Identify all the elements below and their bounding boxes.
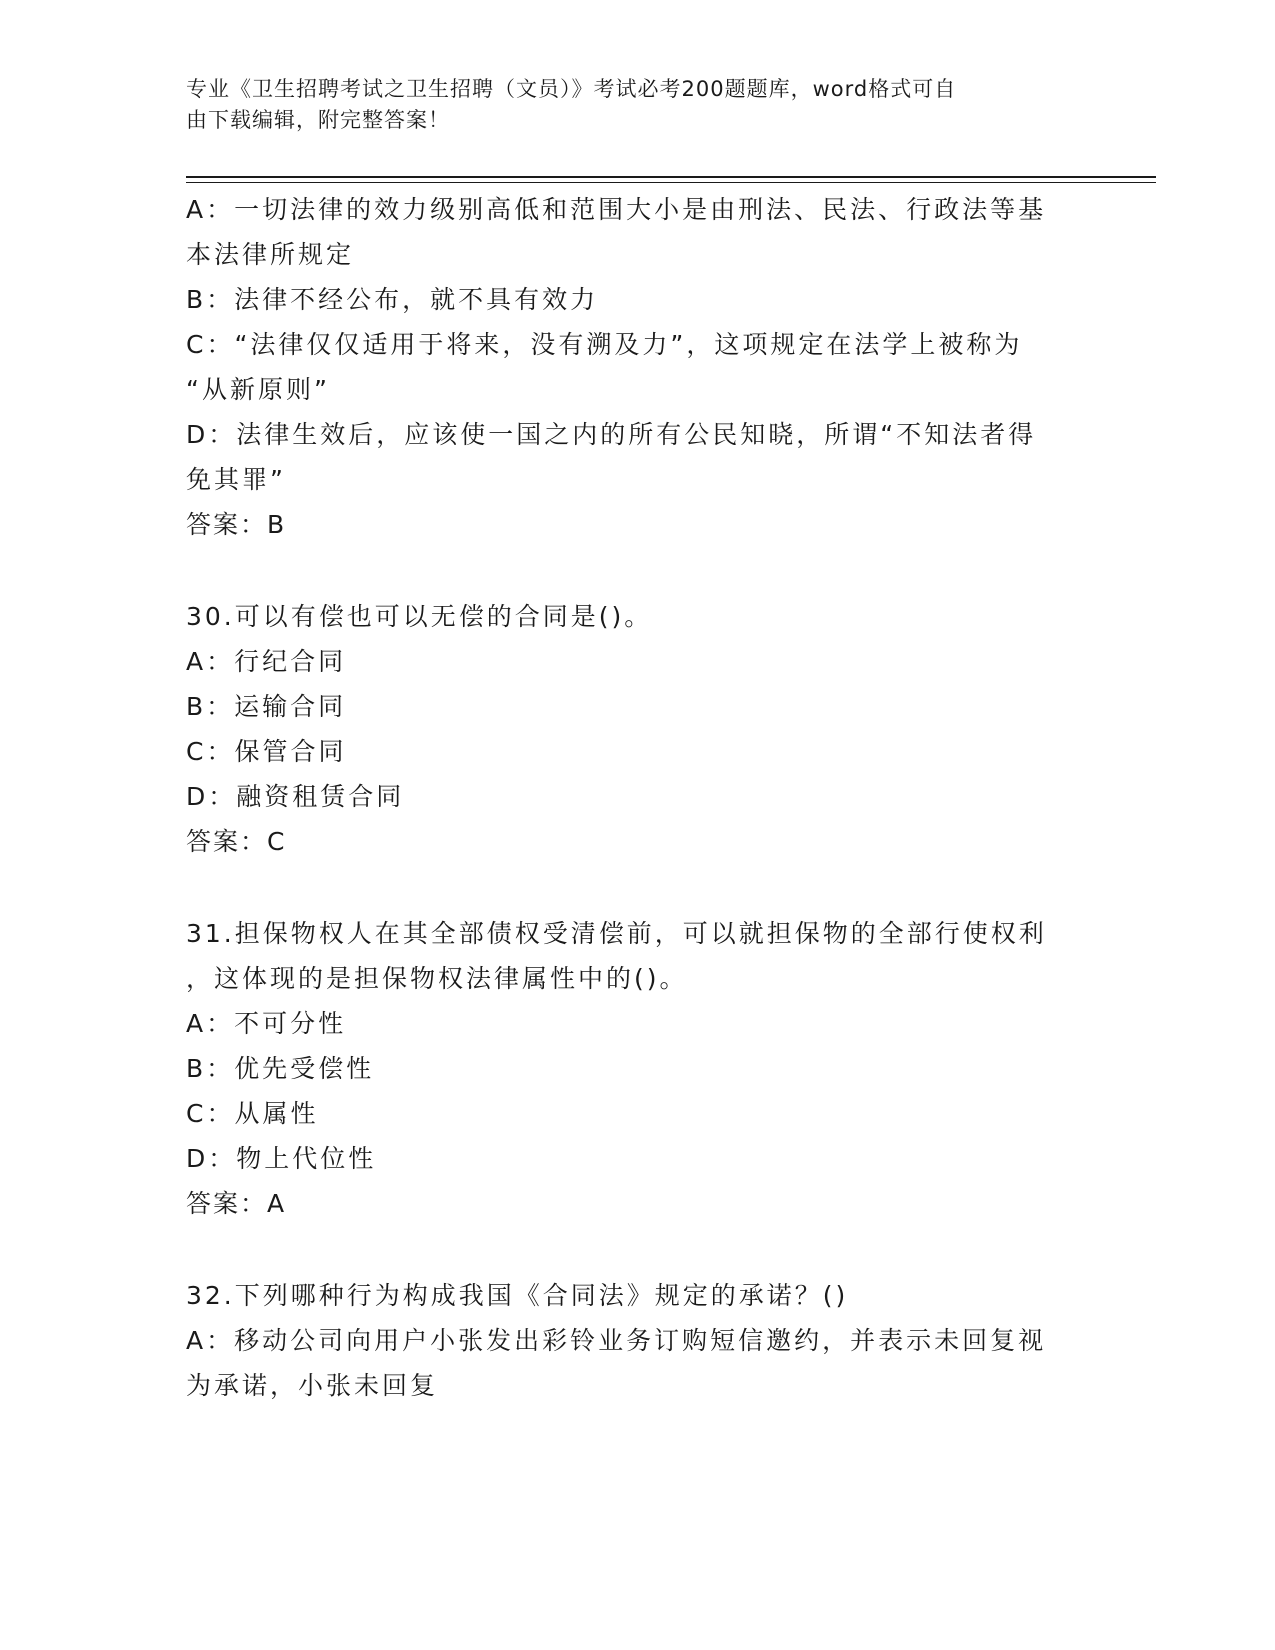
question-stem: 31.担保物权人在其全部债权受清偿前，可以就担保物的全部行使权利 <box>186 919 1047 948</box>
question-29 <box>186 187 1076 547</box>
option-d: D：融资租赁合同 <box>186 782 405 811</box>
answer: 答案：C <box>186 827 287 856</box>
option-c: C：“法律仅仅适用于将来，没有溯及力”，这项规定在法学上被称为 <box>186 330 1023 359</box>
option-c: C：从属性 <box>186 1099 319 1128</box>
question-stem-continued: ，这体现的是担保物权法律属性中的()。 <box>186 964 688 993</box>
answer: 答案：A <box>186 1189 287 1218</box>
option-a: A：移动公司向用户小张发出彩铃业务订购短信邀约，并表示未回复视 <box>186 1326 1047 1355</box>
option-d: D：法律生效后，应该使一国之内的所有公民知晓，所谓“不知法者得 <box>186 420 1037 449</box>
spacer <box>186 547 1076 594</box>
option-a-continued: 为承诺，小张未回复 <box>186 1371 439 1400</box>
header-line: 由下载编辑，附完整答案！ <box>186 108 450 132</box>
question-stem: 30.可以有偿也可以无偿的合同是()。 <box>186 602 653 631</box>
option-a: A：一切法律的效力级别高低和范围大小是由刑法、民法、行政法等基 <box>186 195 1047 224</box>
header-rule-thick <box>186 176 1156 178</box>
question-31 <box>186 911 1076 1226</box>
option-b: B：优先受偿性 <box>186 1054 375 1083</box>
document-header <box>186 74 1066 136</box>
option-b: B：运输合同 <box>186 692 347 721</box>
option-a: A：行纪合同 <box>186 647 347 676</box>
header-rule-thin <box>186 182 1156 183</box>
option-c: C：保管合同 <box>186 737 347 766</box>
answer: 答案：B <box>186 510 287 539</box>
option-d: D：物上代位性 <box>186 1144 377 1173</box>
spacer <box>186 864 1076 911</box>
question-32 <box>186 1273 1076 1408</box>
option-d-continued: 免其罪” <box>186 465 286 494</box>
option-a: A：不可分性 <box>186 1009 347 1038</box>
header-line: 专业《卫生招聘考试之卫生招聘（文员）》考试必考200题题库，word格式可自 <box>186 77 957 101</box>
option-c-continued: “从新原则” <box>186 375 330 404</box>
option-b: B：法律不经公布，就不具有效力 <box>186 285 599 314</box>
option-a-continued: 本法律所规定 <box>186 240 355 269</box>
question-30 <box>186 594 1076 864</box>
spacer <box>186 1226 1076 1273</box>
question-stem: 32.下列哪种行为构成我国《合同法》规定的承诺？() <box>186 1281 849 1310</box>
question-list <box>186 187 1076 1408</box>
